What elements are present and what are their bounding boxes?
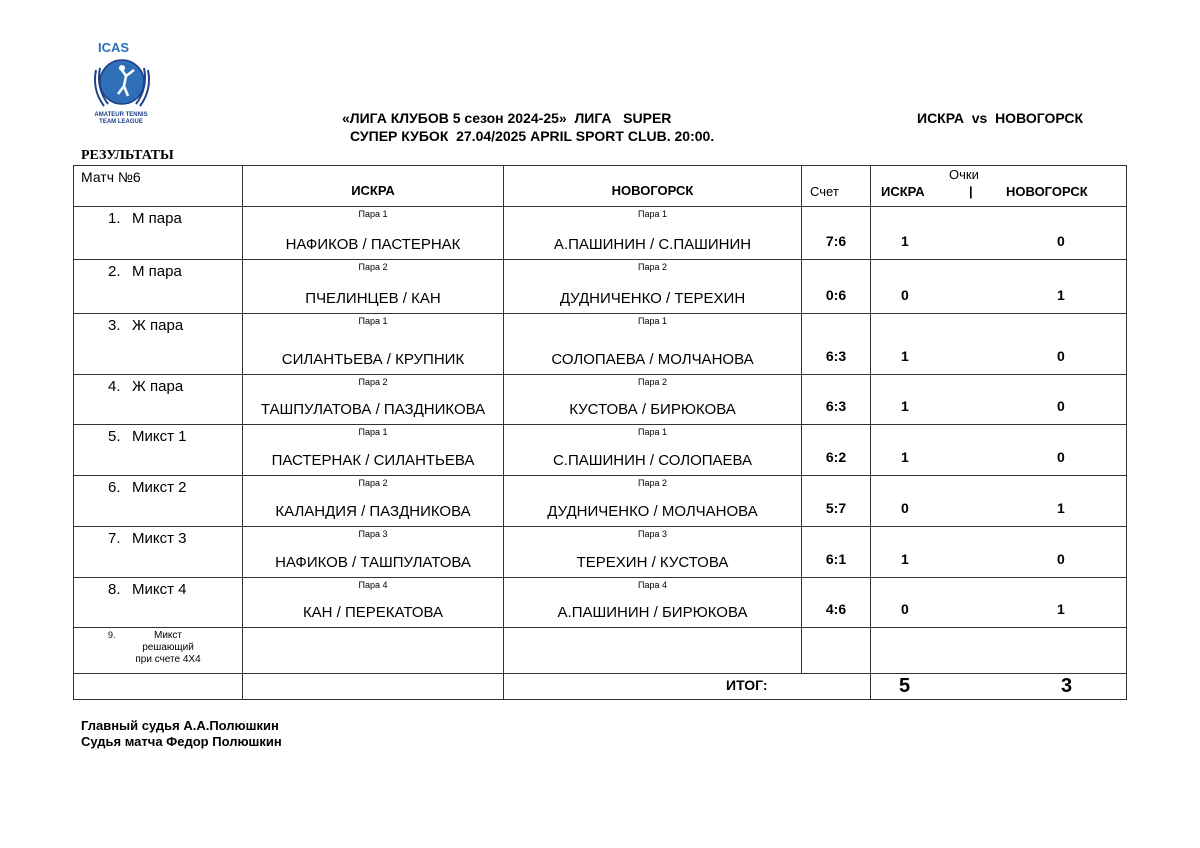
decider-number: 9. [108, 630, 116, 640]
team1-points: 1 [901, 233, 909, 249]
game-score: 5:7 [825, 500, 847, 516]
game-cell [74, 260, 243, 314]
event-title: СУПЕР КУБОК 27.04/2025 APRIL SPORT CLUB. 20:00. [350, 128, 715, 144]
team1-pair-label: Пара 4 [358, 580, 388, 590]
empty-cell [871, 628, 1127, 674]
points-header-cell [871, 166, 1127, 207]
score-header: Счет [810, 184, 839, 199]
team2-pair-names: С.ПАШИНИН / СОЛОПАЕВА [552, 452, 753, 469]
team1-pair-label: Пара 2 [358, 262, 388, 272]
empty-cell [802, 628, 871, 674]
game-score: 6:3 [825, 398, 847, 414]
team1-pair-label: Пара 3 [358, 529, 388, 539]
score-header-cell [802, 166, 871, 207]
game-cell [74, 425, 243, 476]
team1-points: 1 [901, 348, 909, 364]
team2-pair-cell [504, 578, 802, 628]
team1-pair-cell [243, 375, 504, 425]
game-score: 6:1 [825, 551, 847, 567]
team1-pair-cell [243, 476, 504, 527]
team1-pair-names: СИЛАНТЬЕВА / КРУПНИК [281, 351, 465, 368]
team1-points: 1 [901, 398, 909, 414]
game-cell [74, 375, 243, 425]
team2-pair-names: А.ПАШИНИН / БИРЮКОВА [557, 604, 748, 621]
team2-points: 0 [1057, 348, 1065, 364]
decider-line3: при счете 4Х4 [135, 654, 201, 665]
team1-header-cell [243, 166, 504, 207]
team2-pair-cell [504, 260, 802, 314]
team2-pair-cell [504, 314, 802, 375]
team2-header: НОВОГОРСК [611, 183, 694, 198]
decider-row [74, 628, 1127, 674]
table-row [74, 375, 1127, 425]
team2-points: 0 [1057, 551, 1065, 567]
game-number: 6. [108, 479, 121, 496]
team2-pair-names: ТЕРЕХИН / КУСТОВА [576, 554, 729, 571]
table-row [74, 476, 1127, 527]
total-label-cell [504, 674, 871, 700]
game-number: 3. [108, 317, 121, 334]
game-number: 8. [108, 581, 121, 598]
team1-pair-cell [243, 425, 504, 476]
team2-pair-cell [504, 207, 802, 260]
score-cell [802, 476, 871, 527]
table-row [74, 314, 1127, 375]
game-cell [74, 207, 243, 260]
game-cell [74, 476, 243, 527]
team2-points: 1 [1057, 287, 1065, 303]
team1-pair-names: НАФИКОВ / ТАШПУЛАТОВА [275, 554, 471, 571]
results-heading: РЕЗУЛЬТАТЫ [81, 148, 174, 163]
game-type: М пара [132, 210, 182, 227]
team1-pair-label: Пара 1 [358, 427, 388, 437]
points-team1-header: ИСКРА [881, 184, 925, 199]
total-team1: 5 [899, 675, 911, 697]
empty-cell [243, 628, 504, 674]
team1-pair-names: ТАШПУЛАТОВА / ПАЗДНИКОВА [260, 401, 486, 418]
team2-pair-cell [504, 476, 802, 527]
game-cell [74, 314, 243, 375]
game-number: 5. [108, 428, 121, 445]
total-values-cell [871, 674, 1127, 700]
game-type: Микст 1 [132, 428, 187, 445]
team1-points: 0 [901, 287, 909, 303]
table-row [74, 527, 1127, 578]
league-title: «ЛИГА КЛУБОВ 5 сезон 2024-25» ЛИГА SUPER [342, 110, 672, 126]
game-cell [74, 578, 243, 628]
score-cell [802, 578, 871, 628]
results-table [73, 165, 1127, 700]
team2-pair-label: Пара 4 [638, 580, 667, 590]
decider-line2: решающий [142, 642, 194, 653]
team1-pair-label: Пара 1 [358, 209, 388, 219]
points-cell [871, 314, 1127, 375]
match-number-cell [74, 166, 243, 207]
chief-referee: Главный судья А.А.Полюшкин [81, 718, 279, 733]
score-cell [802, 260, 871, 314]
team2-header-cell [504, 166, 802, 207]
team2-pair-label: Пара 3 [638, 529, 667, 539]
logo-subtitle: AMATEUR TENNIS TEAM LEAGUE [94, 112, 148, 125]
team2-points: 0 [1057, 398, 1065, 414]
score-cell [802, 425, 871, 476]
team2-pair-cell [504, 375, 802, 425]
game-number: 2. [108, 263, 121, 280]
team1-points: 0 [901, 601, 909, 617]
points-cell [871, 578, 1127, 628]
decider-cell [74, 628, 243, 674]
team1-pair-names: КАН / ПЕРЕКАТОВА [302, 604, 444, 621]
team2-pair-label: Пара 2 [638, 478, 667, 488]
team1-pair-label: Пара 2 [358, 478, 388, 488]
team1-pair-cell [243, 527, 504, 578]
team1-pair-cell [243, 578, 504, 628]
points-cell [871, 476, 1127, 527]
team2-pair-names: А.ПАШИНИН / С.ПАШИНИН [553, 236, 752, 253]
game-score: 7:6 [825, 233, 847, 249]
game-number: 4. [108, 378, 121, 395]
score-cell [802, 375, 871, 425]
empty-cell [504, 628, 802, 674]
game-type: Микст 4 [132, 581, 187, 598]
logo-name: ICAS [98, 40, 130, 55]
game-number: 7. [108, 530, 121, 547]
game-type: Микст 2 [132, 479, 187, 496]
points-cell [871, 375, 1127, 425]
empty-cell [243, 674, 504, 700]
game-type: Микст 3 [132, 530, 187, 547]
team2-pair-cell [504, 527, 802, 578]
team1-pair-cell [243, 207, 504, 260]
team1-pair-names: КАЛАНДИЯ / ПАЗДНИКОВА [275, 503, 471, 520]
game-type: Ж пара [132, 378, 184, 395]
team2-points: 0 [1057, 449, 1065, 465]
game-score: 0:6 [825, 287, 847, 303]
team1-pair-cell [243, 260, 504, 314]
table-row [74, 578, 1127, 628]
points-cell [871, 425, 1127, 476]
points-cell [871, 207, 1127, 260]
points-header: Очки [949, 167, 979, 182]
team1-points: 1 [901, 449, 909, 465]
match-number: Матч №6 [81, 169, 141, 185]
team2-pair-label: Пара 2 [638, 262, 667, 272]
table-row [74, 425, 1127, 476]
game-score: 6:3 [825, 348, 847, 364]
team1-pair-names: НАФИКОВ / ПАСТЕРНАК [285, 236, 461, 253]
table-row [74, 207, 1127, 260]
points-separator: | [969, 184, 973, 199]
team2-pair-names: ДУДНИЧЕНКО / ТЕРЕХИН [559, 290, 746, 307]
points-team2-header: НОВОГОРСК [1006, 184, 1088, 199]
team2-points: 1 [1057, 500, 1065, 516]
total-row [74, 674, 1127, 700]
score-cell [802, 314, 871, 375]
team2-pair-names: ДУДНИЧЕНКО / МОЛЧАНОВА [547, 503, 758, 520]
points-cell [871, 260, 1127, 314]
team2-pair-names: СОЛОПАЕВА / МОЛЧАНОВА [551, 351, 754, 368]
team2-pair-label: Пара 1 [638, 427, 667, 437]
score-cell [802, 527, 871, 578]
decider-line1: Микст [154, 630, 182, 641]
team1-pair-names: ПАСТЕРНАК / СИЛАНТЬЕВА [271, 452, 475, 469]
table-row [74, 260, 1127, 314]
team2-pair-cell [504, 425, 802, 476]
game-cell [74, 527, 243, 578]
team1-points: 1 [901, 551, 909, 567]
total-label: ИТОГ: [726, 677, 768, 693]
game-type: М пара [132, 263, 182, 280]
team2-pair-label: Пара 1 [638, 316, 667, 326]
team1-pair-label: Пара 1 [358, 316, 388, 326]
game-score: 6:2 [825, 449, 847, 465]
team1-points: 0 [901, 500, 909, 516]
team1-pair-names: ПЧЕЛИНЦЕВ / КАН [305, 290, 441, 307]
points-cell [871, 527, 1127, 578]
team2-points: 0 [1057, 233, 1065, 249]
score-cell [802, 207, 871, 260]
team2-pair-label: Пара 2 [638, 377, 667, 387]
team2-points: 1 [1057, 601, 1065, 617]
team2-pair-names: КУСТОВА / БИРЮКОВА [569, 401, 736, 418]
game-number: 1. [108, 210, 121, 227]
empty-cell [74, 674, 243, 700]
team2-pair-label: Пара 1 [638, 209, 667, 219]
match-referee: Судья матча Федор Полюшкин [81, 734, 282, 749]
total-team2: 3 [1061, 675, 1073, 697]
header-row [74, 166, 1127, 207]
team1-pair-label: Пара 2 [358, 377, 388, 387]
team1-header: ИСКРА [351, 183, 395, 198]
match-title: ИСКРА vs НОВОГОРСК [917, 110, 1084, 126]
game-score: 4:6 [825, 601, 847, 617]
game-type: Ж пара [132, 317, 184, 334]
team1-pair-cell [243, 314, 504, 375]
decider-label [122, 630, 214, 666]
